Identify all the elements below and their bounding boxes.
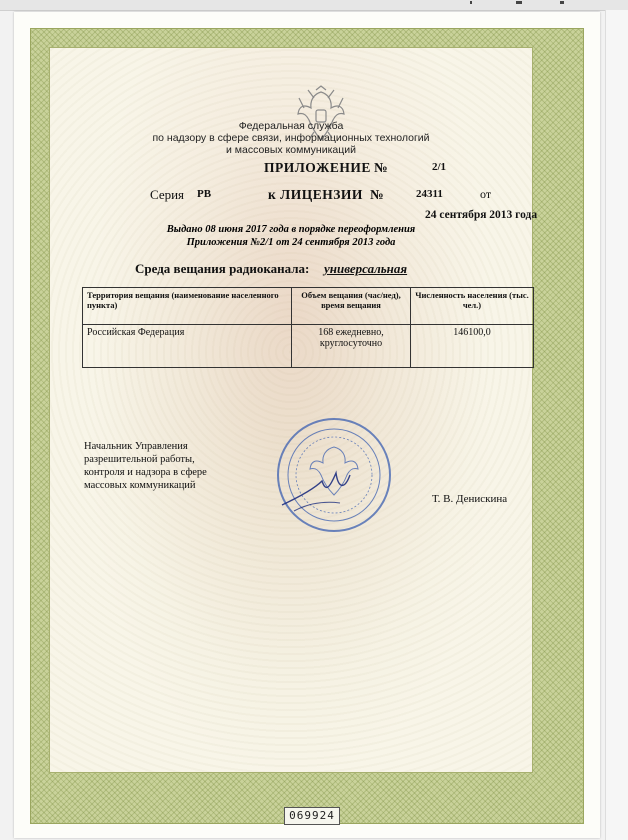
toolbar-marker xyxy=(516,1,522,4)
header-territory: Территория вещания (наименование населенного пункта) xyxy=(83,288,292,325)
cell-territory: Российская Федерация xyxy=(83,325,292,368)
agency-name xyxy=(50,120,532,156)
reissue-line-2: Приложения №2/1 от 24 сентября 2013 года xyxy=(186,237,396,248)
signatory-name: Т. В. Денискина xyxy=(432,493,508,505)
table-header-row xyxy=(83,288,534,325)
license-number-sign: № xyxy=(370,187,385,202)
scrollbar[interactable] xyxy=(605,10,628,840)
signatory-position: Начальник Управления разрешительной работы, контроля и надзора в сфере массовых коммуникаций xyxy=(84,441,207,491)
document-page xyxy=(14,12,600,838)
broadcast-environment-value: универсальная xyxy=(324,261,408,276)
cell-population: 146100,0 xyxy=(411,325,534,368)
license-from-label: от xyxy=(480,187,492,201)
viewer-toolbar xyxy=(0,0,628,11)
header-population: Численность населения (тыс. чел.) xyxy=(411,288,534,325)
broadcast-environment-label: Среда вещания радиоканала: xyxy=(135,261,310,276)
broadcast-table xyxy=(82,287,534,368)
license-number: 24311 xyxy=(416,188,443,200)
reissue-note xyxy=(50,223,532,249)
document-body xyxy=(49,47,538,773)
series-value: РВ xyxy=(197,188,212,200)
agency-line-3: и массовых коммуникаций xyxy=(225,144,357,156)
license-label: к ЛИЦЕНЗИИ xyxy=(268,187,363,202)
reissue-line-1: Выдано 08 июня 2017 года в порядке переоформления xyxy=(166,224,416,235)
header-volume: Объем вещания (час/нед), время вещания xyxy=(292,288,411,325)
annex-number-sign: № xyxy=(374,160,389,175)
table-row xyxy=(83,325,534,368)
series-label: Серия xyxy=(150,187,185,202)
agency-line-2: по надзору в сфере связи, информационных технологий xyxy=(152,132,430,144)
annex-label: ПРИЛОЖЕНИЕ xyxy=(264,160,371,175)
cell-volume: 168 ежедневно, круглосуточно xyxy=(292,325,411,368)
license-date: 24 сентября 2013 года xyxy=(425,209,538,221)
toolbar-marker xyxy=(560,1,564,4)
serial-number: 069924 xyxy=(284,807,340,825)
toolbar-marker xyxy=(470,1,472,4)
annex-number: 2/1 xyxy=(432,161,447,173)
agency-line-1: Федеральная служба xyxy=(238,120,344,132)
official-seal-icon xyxy=(264,417,398,535)
